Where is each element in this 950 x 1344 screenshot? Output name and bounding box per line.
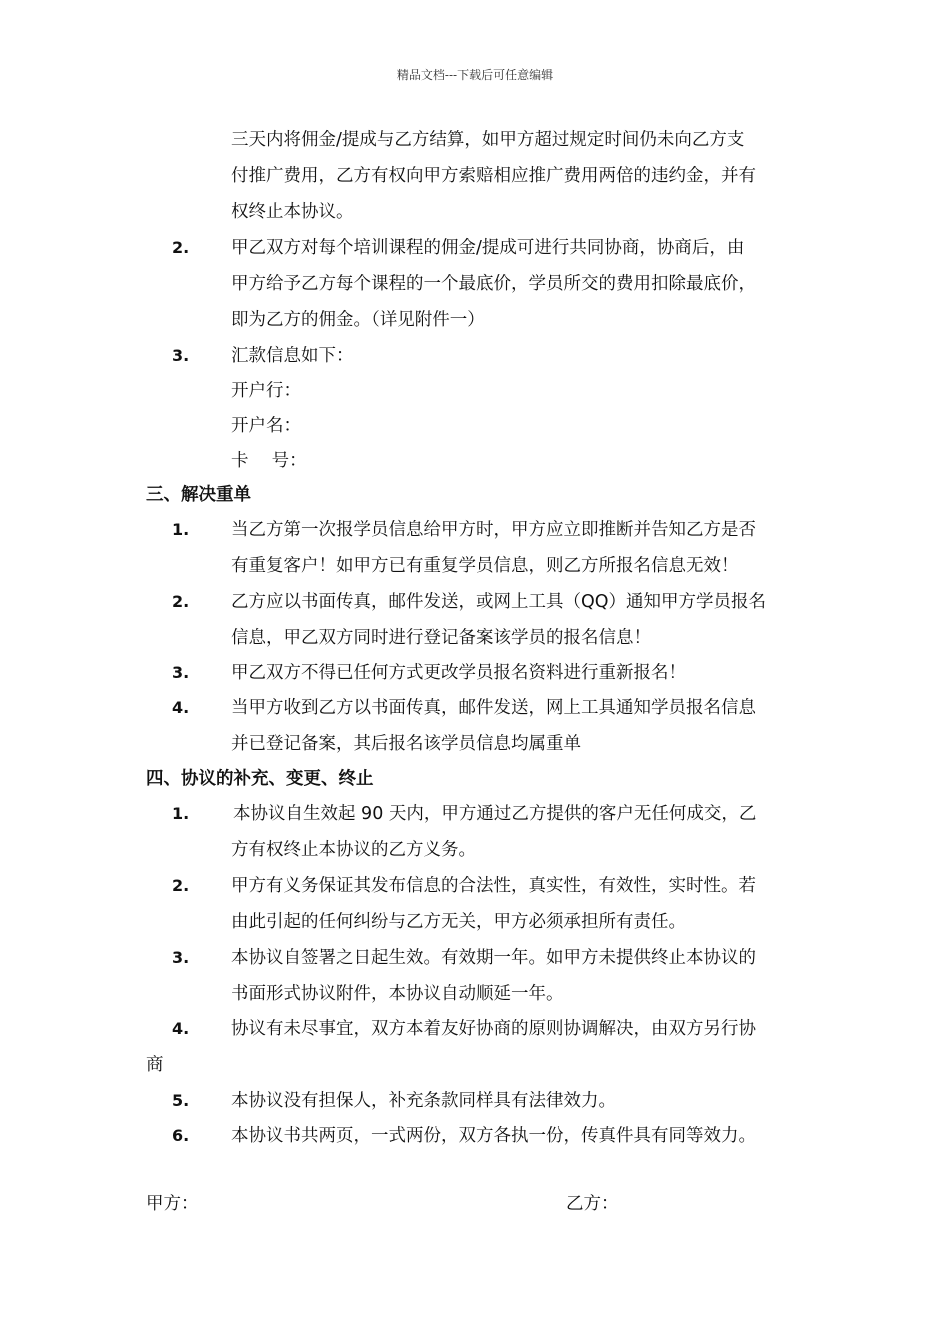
list-number: 2.: [172, 876, 190, 895]
list-number: 1.: [172, 520, 190, 539]
list-number: 3.: [172, 346, 190, 365]
list-number: 6.: [172, 1126, 190, 1145]
paragraph-line: 本协议书共两页，一式两份，双方各执一份，传真件具有同等效力。: [231, 1126, 756, 1146]
page-header: 精品文档---下载后可任意编辑: [396, 68, 554, 82]
paragraph-line: 方有权终止本协议的乙方义务。: [231, 840, 476, 860]
paragraph-line: 三天内将佣金/提成与乙方结算，如甲方超过规定时间仍未向乙方支: [231, 130, 745, 150]
list-number: 2.: [172, 592, 190, 611]
paragraph-line: 乙方应以书面传真，邮件发送，或网上工具（QQ）通知甲方学员报名: [231, 592, 767, 612]
paragraph-line: 甲方给予乙方每个课程的一个最底价，学员所交的费用扣除最底价，: [231, 274, 756, 294]
paragraph-line: 有重复客户！如甲方已有重复学员信息，则乙方所报名信息无效！: [231, 556, 739, 576]
paragraph-line: 甲乙双方对每个培训课程的佣金/提成可进行共同协商，协商后，由: [231, 238, 745, 258]
paragraph-line: 书面形式协议附件，本协议自动顺延一年。: [231, 984, 564, 1004]
list-number: 3.: [172, 663, 190, 682]
paragraph-line: 商: [146, 1055, 164, 1075]
paragraph-line: 本协议自生效起 90 天内，甲方通过乙方提供的客户无任何成交，乙: [233, 804, 757, 824]
party-b-signature-label: 乙方：: [566, 1194, 619, 1214]
paragraph-line: 本协议自签署之日起生效。有效期一年。如甲方未提供终止本协议的: [231, 948, 756, 968]
list-number: 3.: [172, 948, 190, 967]
card-number-label: 卡 号：: [231, 451, 307, 471]
paragraph-line: 当甲方收到乙方以书面传真，邮件发送，网上工具通知学员报名信息: [231, 698, 756, 718]
paragraph-line: 付推广费用，乙方有权向甲方索赔相应推广费用两倍的违约金，并有: [231, 166, 756, 186]
list-number: 4.: [172, 698, 190, 717]
paragraph-line: 协议有未尽事宜，双方本着友好协商的原则协调解决，由双方另行协: [231, 1019, 756, 1039]
paragraph-line: 信息，甲乙双方同时进行登记备案该学员的报名信息！: [231, 628, 651, 648]
list-number: 5.: [172, 1091, 190, 1110]
list-number: 2.: [172, 238, 190, 257]
section-heading: 四、协议的补充、变更、终止: [146, 769, 374, 789]
section-heading: 三、解决重单: [146, 485, 251, 505]
paragraph-line: 汇款信息如下：: [231, 346, 354, 366]
paragraph-line: 当乙方第一次报学员信息给甲方时，甲方应立即推断并告知乙方是否: [231, 520, 756, 540]
list-number: 1.: [172, 804, 190, 823]
paragraph-line: 权终止本协议。: [231, 202, 354, 222]
account-name-label: 开户名：: [231, 416, 301, 436]
paragraph-line: 甲乙双方不得已任何方式更改学员报名资料进行重新报名！: [231, 663, 686, 683]
party-a-signature-label: 甲方：: [146, 1194, 199, 1214]
list-number: 4.: [172, 1019, 190, 1038]
paragraph-line: 甲方有义务保证其发布信息的合法性，真实性，有效性，实时性。若: [231, 876, 756, 896]
paragraph-line: 由此引起的任何纠纷与乙方无关，甲方必须承担所有责任。: [231, 912, 686, 932]
paragraph-line: 即为乙方的佣金。（详见附件一）: [231, 310, 485, 330]
bank-field-label: 开户行：: [231, 381, 301, 401]
paragraph-line: 并已登记备案，其后报名该学员信息均属重单: [231, 734, 581, 754]
paragraph-line: 本协议没有担保人，补充条款同样具有法律效力。: [231, 1091, 616, 1111]
